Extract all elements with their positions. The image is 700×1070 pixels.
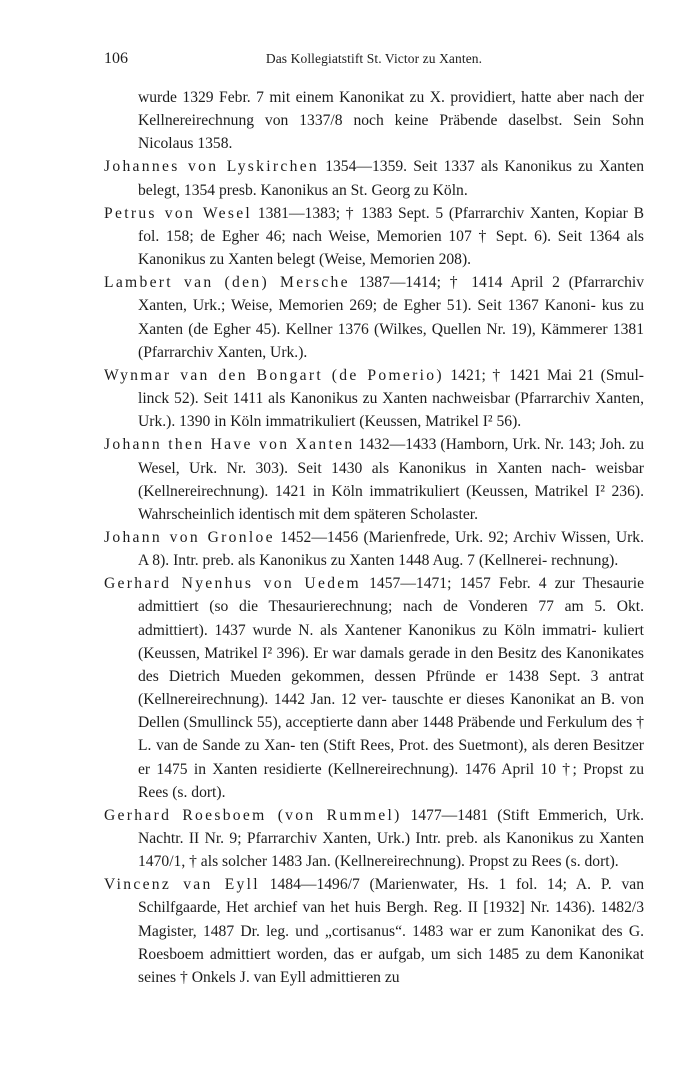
entry-bongart (104, 364, 644, 433)
entry-text: 1421; † 1421 Mai 21 (Smul- linck 52). Seit 1411 als Kanonikus zu Xanten nachweisbar (Pfarrarchiv Xanten, Urk.). 1390 in Köln immatrikuliert (Keussen, Matrikel I² 56). (138, 366, 644, 431)
entries-list (104, 86, 644, 989)
entry-name: Johann then Have von Xanten (104, 436, 355, 454)
entry-name: Johannes von Lyskirchen (104, 158, 320, 176)
entry-text: 1452—1456 (Marienfrede, Urk. 92; Archiv Wissen, Urk. A 8). Intr. preb. als Kanonikus zu Xanten 1448 Aug. 7 (Kellnerei- rechnung). (138, 528, 644, 570)
entry-text: 1484—1496/7 (Marienwater, Hs. 1 fol. 14; A. P. van Schilfgaarde, Het archief van het huis Bergh. Reg. II [1932] Nr. 1436). 1482/3 Magister, 1487 Dr. leg. und „cortisanus“. 1483 war er zum Kanonikat des G. Roesboem admittiert worden, das er aufgab, um sich 1485 zu dem Kanonikat seines † Onkels J. van Eyll admittieren zu (138, 876, 644, 986)
entry-name: Gerhard Roesboem (von Rummel) (104, 806, 402, 824)
entry-name: Johann von Gronloe (104, 528, 275, 546)
entry-text: 1477—1481 (Stift Emmerich, Urk. Nachtr. II Nr. 9; Pfarrarchiv Xanten, Urk.) Intr. preb. als Kanonikus zu Xanten 1470/1, † als solcher 1483 Jan. (Kellnereirechnung). Propst zu Rees (s. dort). (138, 806, 644, 871)
entry-continuation (104, 86, 644, 155)
entry-mersche (104, 271, 644, 364)
entry-roesboem (104, 804, 644, 873)
entry-name: Gerhard Nyenhus von Uedem (104, 575, 361, 593)
entry-text: 1387—1414; † 1414 April 2 (Pfarrarchiv Xanten, Urk.; Weise, Memorien 269; de Egher 51). Seit 1367 Kanoni- kus zu Xanten (de Egher 45). Kellner 1376 (Wilkes, Quellen Nr. 19), Kämmerer 1381 (Pfarrarchiv Xanten, Urk.). (138, 274, 644, 361)
entry-text: 1354—1359. Seit 1337 als Kanonikus zu Xanten belegt, 1354 presb. Kanonikus an St. Georg zu Köln. (138, 158, 645, 199)
entry-lyskirchen (104, 155, 644, 201)
entry-text: wurde 1329 Febr. 7 mit einem Kanonikat zu X. providiert, hatte aber nach der Kellnereirechnung von 1337/8 noch keine Präbende daselbst. Sein Sohn Nicolaus 1358. (138, 89, 644, 153)
entry-eyll (104, 873, 644, 989)
entry-have (104, 433, 644, 526)
entry-wesel (104, 202, 644, 271)
entry-name: Wynmar van den Bongart (de Pomerio) (104, 366, 444, 384)
entry-text: 1381—1383; † 1383 Sept. 5 (Pfarrarchiv Xanten, Kopiar B fol. 158; de Egher 46; nach Weise, Memorien 107 † Sept. 6). Seit 1364 als Kanonikus zu Xanten belegt (Weise, Memorien 208). (138, 204, 644, 269)
entry-name: Lambert van (den) Mersche (104, 274, 350, 292)
running-title: Das Kollegiatstift St. Victor zu Xanten. (265, 51, 483, 66)
entry-text: 1457—1471; 1457 Febr. 4 zur Thesaurie admittiert (so die Thesaurierechnung; nach de Vonderen 77 am 5. Okt. admittiert). 1437 wurde N. als Xantener Kanonikus zu Köln immatri- kuliert (Keussen, Matrikel I² 396). Er war damals gerade in den Besitz des Kanonikates des Dietrich Mueden gekommen, dessen Pfründe er 1438 Sept. 3 antrat (Kellnereirechnung). 1442 Jan. 12 ver- tauschte er dieses Kanonikat an B. von Dellen (Smullinck 55), acceptierte dann aber 1448 Präbende und Ferkulum des † L. van de Sande zu Xan- ten (Stift Rees, Prot. des Suetmont), als deren Besitzer er 1475 in Xanten residierte (Kellnereirechnung). 1476 April 10 †; Propst zu Rees (s. dort). (138, 575, 645, 801)
entry-name: Vincenz van Eyll (104, 876, 260, 894)
page-header (104, 50, 644, 72)
entry-nyenhus (104, 572, 644, 804)
page-number: 106 (104, 50, 128, 67)
entry-gronloe (104, 526, 644, 572)
entry-text: 1432—1433 (Hamborn, Urk. Nr. 143; Joh. zu Wesel, Urk. Nr. 303). Seit 1430 als Kanonikus in Xanten nach- weisbar (Kellnereirechnung). 1421 in Köln immatrikuliert (Keussen, Matrikel I² 236). Wahrscheinlich identisch mit dem späteren Scholaster. (138, 436, 645, 523)
entry-name: Petrus von Wesel (104, 204, 253, 222)
